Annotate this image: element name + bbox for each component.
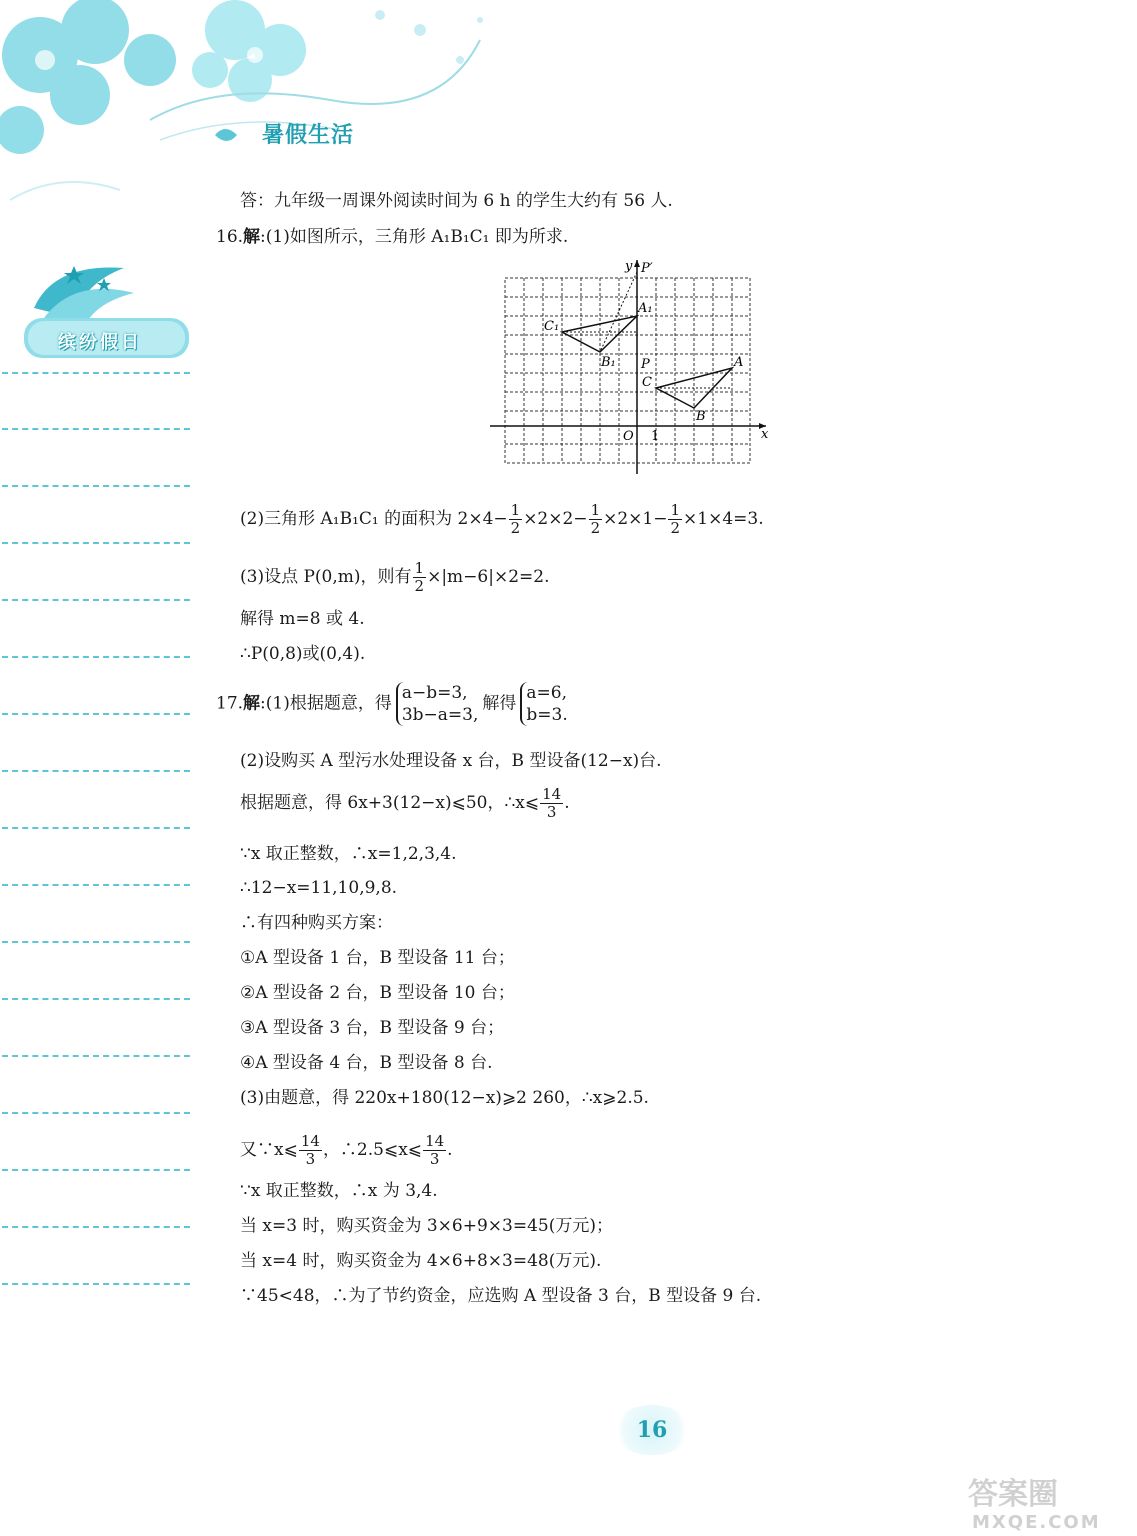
fraction-14-3: $\frac{14}{3}$ (542, 785, 562, 821)
q16-number: 16. (216, 227, 244, 247)
q17-part8: 又∵x⩽ $\frac{14}{3}$ ，∴2.5⩽x⩽ $\frac{14}{3}$ . (240, 1132, 453, 1168)
q17-part6: ∴有四种购买方案： (240, 913, 393, 933)
note-line (2, 542, 190, 544)
answer-line: 答：九年级一周课外阅读时间为 6 h 的学生大约有 56 人. (240, 191, 673, 211)
page-number-badge (612, 1405, 692, 1455)
note-line (2, 428, 190, 430)
q16-part3-a: (3)设点 P(0,m)，则有 (240, 567, 412, 587)
q17-option-3: ③A 型设备 3 台，B 型设备 9 台； (240, 1018, 505, 1038)
note-line (2, 998, 190, 1000)
note-line (2, 1169, 190, 1171)
q17-part8-a: 又∵x⩽ (240, 1140, 298, 1160)
watermark-logo (958, 1470, 1128, 1532)
note-line (2, 599, 190, 601)
q16-part5: ∴P(0,8)或(0,4). (240, 644, 366, 664)
fraction-14-3: $\frac{14}{3}$ (300, 1132, 320, 1168)
q17-part7: (3)由题意，得 220x+180(12−x)⩾2 260，∴x⩾2.5. (240, 1088, 649, 1108)
fraction-half: $\frac{1}{2}$ (590, 501, 601, 537)
coordinate-graph (488, 256, 780, 478)
q17-part9: ∵x 取正整数，∴x 为 3,4. (240, 1181, 438, 1201)
note-line (2, 770, 190, 772)
q17-jie: 解 (243, 693, 261, 714)
q17-number: 17. (216, 693, 244, 714)
q17-part11: 当 x=4 时，购买资金为 4×6+8×3=48(万元). (240, 1251, 602, 1271)
q17-part8-b: ，∴2.5⩽x⩽ (322, 1140, 423, 1160)
label-A1: A₁ (638, 301, 653, 316)
label-P: P (641, 357, 650, 372)
label-origin: O (623, 429, 634, 444)
q16-part2 (240, 502, 764, 537)
label-x: x (761, 427, 769, 442)
q16-part2-c: ×2×1− (603, 509, 668, 529)
y-axis-arrow (634, 260, 640, 267)
watermark-top: 答案圈 (968, 1477, 1058, 1512)
note-line (2, 1226, 190, 1228)
label-P-prime: P′ (641, 261, 653, 276)
q16-line-1 (216, 226, 568, 248)
q16-part4: 解得 m=8 或 4. (240, 609, 365, 629)
side-badge-label: 缤纷假日 (58, 332, 142, 353)
label-one: 1 (651, 429, 660, 444)
q17-line-1 (216, 682, 572, 726)
page-number: 16 (636, 1417, 668, 1443)
label-C: C (642, 375, 652, 390)
label-B: B (696, 409, 706, 424)
note-line (2, 827, 190, 829)
note-line (2, 1283, 190, 1285)
q17-part5: ∴12−x=11,10,9,8. (240, 878, 398, 898)
label-A: A (734, 355, 744, 370)
note-line (2, 656, 190, 658)
q17-option-1: ①A 型设备 1 台，B 型设备 11 台； (240, 948, 515, 968)
q17-part10: 当 x=3 时，购买资金为 3×6+9×3=45(万元)； (240, 1216, 613, 1236)
note-line (2, 941, 190, 943)
label-C1: C₁ (544, 319, 560, 334)
q16-part3 (240, 560, 549, 595)
equation-system-1: a−b=3, 3b−a=3, (396, 682, 479, 726)
header-title: 暑假生活 (262, 123, 355, 148)
q17-part12: ∵45<48，∴为了节约资金，应选购 A 型设备 3 台，B 型设备 9 台. (240, 1286, 762, 1306)
q17-option-2: ②A 型设备 2 台，B 型设备 10 台； (240, 983, 515, 1003)
q17-part1-a: :(1)根据题意，得 (260, 693, 392, 714)
q17-option-4: ④A 型设备 4 台，B 型设备 8 台. (240, 1053, 493, 1073)
note-line (2, 713, 190, 715)
fraction-half: $\frac{1}{2}$ (510, 501, 521, 537)
note-line (2, 884, 190, 886)
q16-jie: 解 (243, 227, 261, 247)
q17-part4: ∵x 取正整数，∴x=1,2,3,4. (240, 844, 457, 864)
note-line (2, 485, 190, 487)
note-line (2, 1055, 190, 1057)
equation-system-2: a=6, b=3. (520, 682, 567, 726)
q17-part2: (2)设购买 A 型污水处理设备 x 台，B 型设备(12−x)台. (240, 751, 662, 771)
q17-part3-a: 根据题意，得 6x+3(12−x)⩽50，∴x⩽ (240, 793, 540, 813)
q17-part3: 根据题意，得 6x+3(12−x)⩽50，∴x⩽ $\frac{14}{3}$ . (240, 785, 570, 821)
label-B1: B₁ (601, 355, 616, 370)
fraction-14-3: $\frac{14}{3}$ (425, 1132, 445, 1168)
note-line (2, 1112, 190, 1114)
fraction-half: $\frac{1}{2}$ (670, 501, 681, 537)
q16-part2-b: ×2×2− (523, 509, 588, 529)
q16-part2-d: ×1×4=3. (683, 509, 764, 529)
label-y: y (625, 259, 633, 274)
q16-part1: :(1)如图所示，三角形 A₁B₁C₁ 即为所求. (260, 227, 569, 247)
q17-part1-b: 解得 (482, 693, 517, 714)
fraction-half: $\frac{1}{2}$ (414, 559, 425, 595)
q16-part3-b: ×|m−6|×2=2. (427, 567, 550, 587)
watermark-bottom: MXQE.COM (972, 1512, 1101, 1532)
note-line (2, 372, 190, 374)
q16-part2-a: (2)三角形 A₁B₁C₁ 的面积为 2×4− (240, 509, 508, 529)
